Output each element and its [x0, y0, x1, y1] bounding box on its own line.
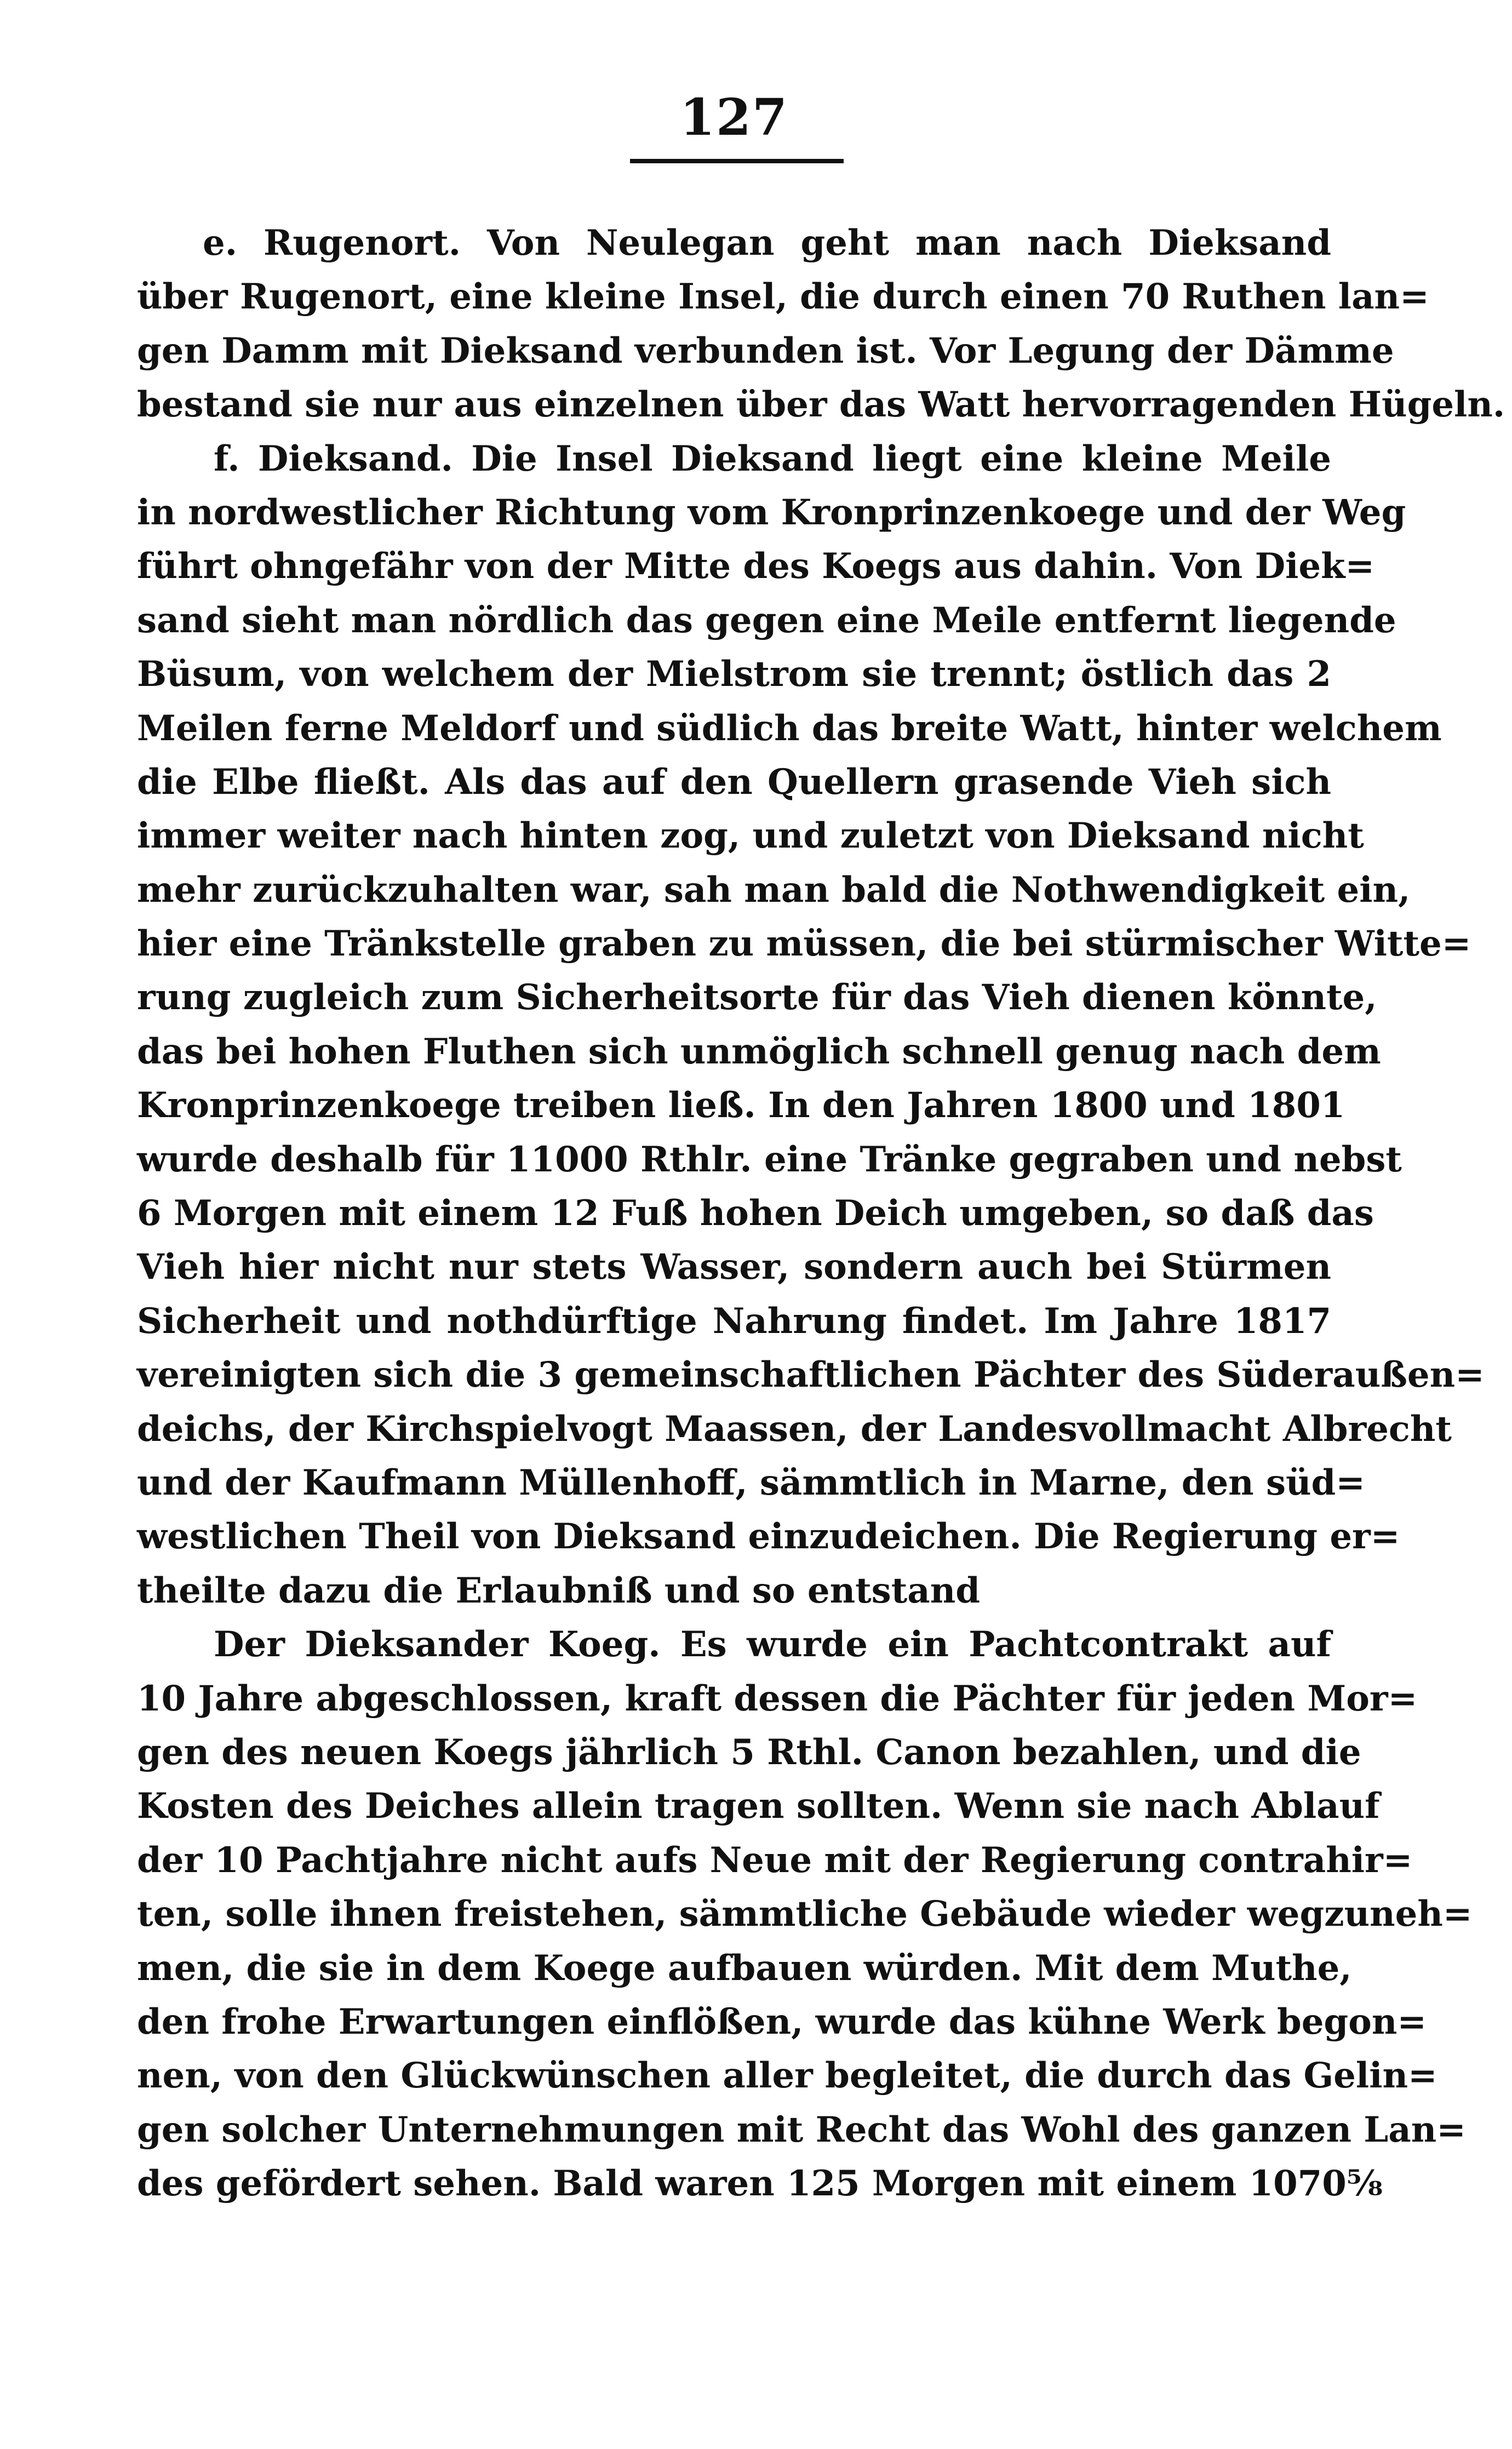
text-line: e. Rugenort. Von Neulegan geht man nach Dieksand	[203, 222, 1331, 264]
text-line: Vieh hier nicht nur stets Wasser, sondern auch bei Stürmen	[137, 1246, 1331, 1288]
text-line: gen solcher Unternehmungen mit Recht das Wohl des ganzen Lan=	[137, 2109, 1466, 2150]
text-line: gen des neuen Koegs jährlich 5 Rthl. Canon bezahlen, und die	[137, 1731, 1361, 1773]
text-line: wurde deshalb für 11000 Rthlr. eine Tränke gegraben und nebst	[137, 1138, 1402, 1180]
text-line: westlichen Theil von Dieksand einzudeichen. Die Regierung er=	[137, 1516, 1400, 1558]
text-line: und der Kaufmann Müllenhoff, sämmtlich in Marne, den süd=	[137, 1462, 1365, 1503]
text-line: hier eine Tränkstelle graben zu müssen, die bei stürmischer Witte=	[137, 923, 1471, 965]
text-line: den frohe Erwartungen einflößen, wurde das kühne Werk begon=	[137, 2001, 1427, 2042]
text-line: 10 Jahre abgeschlossen, kraft dessen die Pächter für jeden Mor=	[137, 1678, 1418, 1719]
text-line: in nordwestlicher Richtung vom Kronprinzenkoege und der Weg	[137, 491, 1406, 533]
text-line: f. Dieksand. Die Insel Dieksand liegt eine kleine Meile	[214, 438, 1331, 479]
text-line: Sicherheit und nothdürftige Nahrung findet. Im Jahre 1817	[137, 1300, 1331, 1342]
text-line: mehr zurückzuhalten war, sah man bald die Nothwendigkeit ein,	[137, 869, 1411, 911]
text-line: theilte dazu die Erlaubniß und so entstand	[137, 1570, 980, 1611]
text-line: des gefördert sehen. Bald waren 125 Morgen mit einem 1070⅝	[137, 2163, 1383, 2205]
text-line: Meilen ferne Meldorf und südlich das breite Watt, hinter welchem	[137, 707, 1442, 749]
text-line: immer weiter nach hinten zog, und zuletzt von Dieksand nicht	[137, 815, 1364, 857]
text-line: men, die sie in dem Koege aufbauen würden. Mit dem Muthe,	[137, 1947, 1352, 1989]
text-line: vereinigten sich die 3 gemeinschaftlichen Pächter des Süderaußen=	[137, 1354, 1485, 1396]
text-line: gen Damm mit Dieksand verbunden ist. Vor Legung der Dämme	[137, 330, 1394, 371]
text-line: Kronprinzenkoege treiben ließ. In den Jahren 1800 und 1801	[137, 1085, 1345, 1126]
text-line: bestand sie nur aus einzelnen über das Watt hervorragenden Hügeln.	[137, 384, 1505, 426]
text-line: die Elbe fließt. Als das auf den Quellern grasende Vieh sich	[137, 761, 1331, 803]
text-line: nen, von den Glückwünschen aller begleitet, die durch das Gelin=	[137, 2055, 1437, 2097]
text-line: Der Dieksander Koeg. Es wurde ein Pachtcontrakt auf	[214, 1624, 1331, 1666]
body-text	[137, 216, 1505, 2211]
text-line: der 10 Pachtjahre nicht aufs Neue mit der Regierung contrahir=	[137, 1839, 1413, 1881]
text-line: deichs, der Kirchspielvogt Maassen, der Landesvollmacht Albrecht	[137, 1408, 1452, 1450]
text-line: führt ohngefähr von der Mitte des Koegs aus dahin. Von Diek=	[137, 546, 1375, 587]
text-line: das bei hohen Fluthen sich unmöglich schnell genug nach dem	[137, 1031, 1381, 1072]
text-line: Kosten des Deiches allein tragen sollten. Wenn sie nach Ablauf	[137, 1786, 1380, 1827]
text-line: über Rugenort, eine kleine Insel, die durch einen 70 Ruthen lan=	[137, 276, 1429, 318]
text-line: 6 Morgen mit einem 12 Fuß hohen Deich umgeben, so daß das	[137, 1193, 1374, 1234]
text-line: ten, solle ihnen freistehen, sämmtliche Gebäude wieder wegzuneh=	[137, 1893, 1473, 1935]
text-line: Büsum, von welchem der Mielstrom sie trennt; östlich das 2	[137, 654, 1331, 695]
page-number: 127	[679, 88, 789, 147]
text-line: sand sieht man nördlich das gegen eine Meile entfernt liegende	[137, 599, 1396, 641]
header-rule	[630, 159, 844, 163]
text-line: rung zugleich zum Sicherheitsorte für das Vieh dienen könnte,	[137, 977, 1377, 1018]
